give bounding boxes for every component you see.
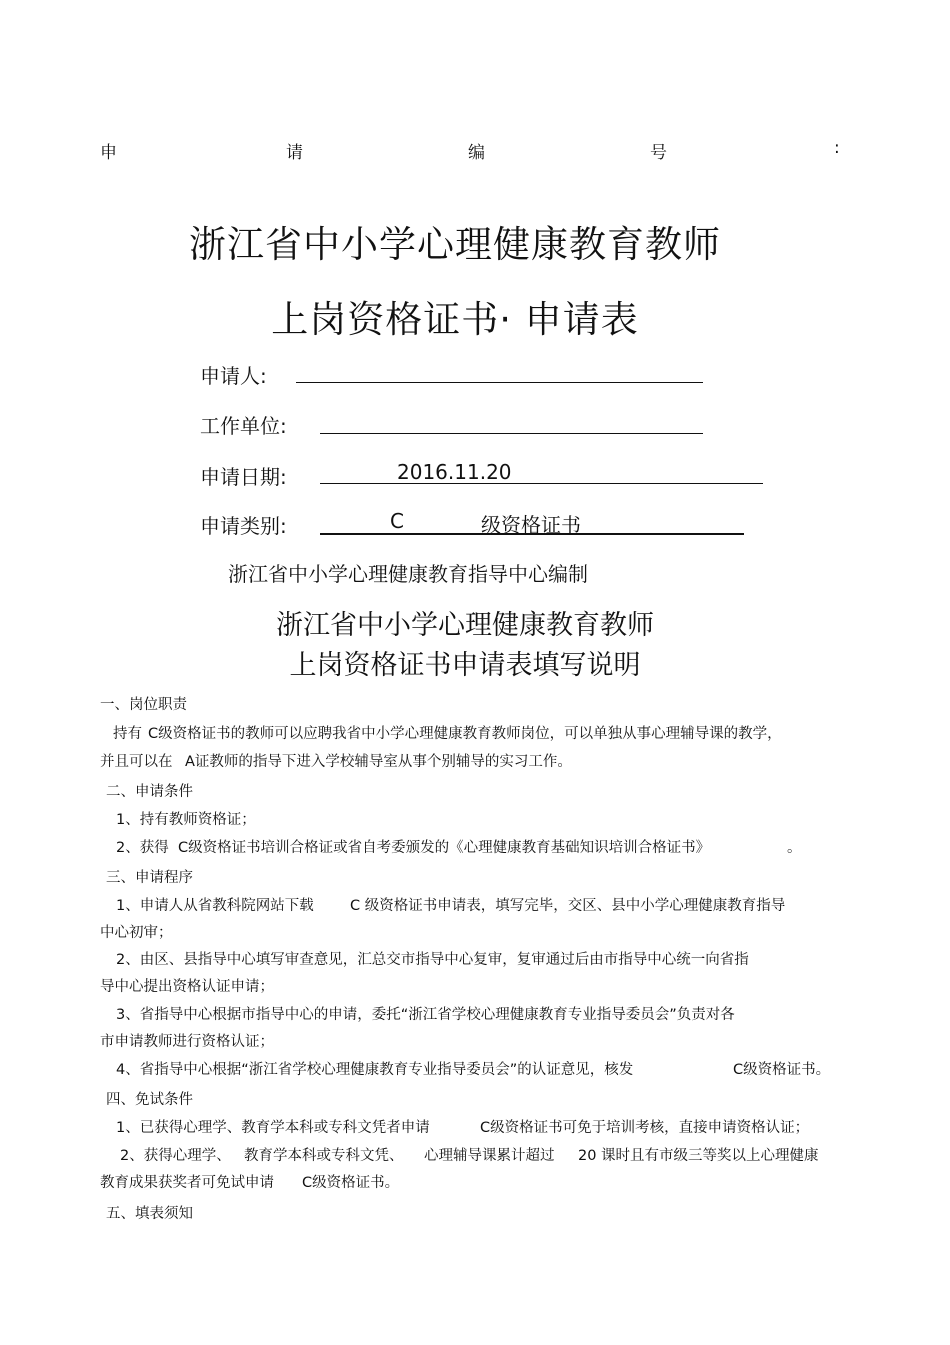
list-item: 导中心提出资格认证申请； xyxy=(100,979,274,995)
page-title-line2: 上岗资格证书· 申请表 xyxy=(271,298,639,341)
application-date-value: 2016.11.20 xyxy=(397,460,512,484)
work-unit-field[interactable] xyxy=(320,433,703,434)
list-item: C级资格证书。 xyxy=(733,1062,831,1078)
list-item: 市申请教师进行资格认证； xyxy=(100,1034,274,1050)
section-heading: 二、申请条件 xyxy=(106,784,193,800)
paragraph-text: A证教师的指导下进入学校辅导室从事个别辅导的实习工作。 xyxy=(185,754,572,770)
list-item: 2、由区、县指导中心填写审查意见，汇总交市指导中心复审，复审通过后由市指导中心统一向省指 xyxy=(116,952,749,968)
paragraph-text: 持有 xyxy=(113,726,142,742)
applicant-field[interactable] xyxy=(296,382,703,383)
list-item: 心理辅导课累计超过 xyxy=(424,1148,555,1164)
list-item: C级资格证书可免于培训考核，直接申请资格认证； xyxy=(480,1120,810,1136)
section-heading: 三、申请程序 xyxy=(106,870,193,886)
application-number-char: 申 xyxy=(100,143,117,163)
list-item: 教育成果获奖者可免试申请 xyxy=(100,1175,274,1191)
application-category-letter: C xyxy=(390,509,404,533)
list-item: C级资格证书培训合格证或省自考委颁发的《心理健康教育基础知识培训合格证书》 xyxy=(178,840,711,856)
application-category-label: 申请类别: xyxy=(200,514,287,538)
list-item: 。 xyxy=(787,840,802,856)
compiler-line: 浙江省中小学心理健康教育指导中心编制 xyxy=(228,562,588,586)
list-item: 中心初审； xyxy=(100,925,173,941)
application-number-char: 编 xyxy=(468,143,485,163)
instructions-title-line2: 上岗资格证书申请表填写说明 xyxy=(289,650,641,681)
list-item: 教育学本科或专科文凭、 xyxy=(244,1148,404,1164)
application-number-char: 请 xyxy=(286,143,303,163)
instructions-title-line1: 浙江省中小学心理健康教育教师 xyxy=(276,610,654,641)
list-item: 3、省指导中心根据市指导中心的申请，委托“浙江省学校心理健康教育专业指导委员会”负责对各 xyxy=(116,1007,735,1023)
page-title-line1: 浙江省中小学心理健康教育教师 xyxy=(189,223,721,266)
list-item: 2、获得 xyxy=(116,840,169,856)
paragraph-text: 并且可以在 xyxy=(100,754,173,770)
list-item: 1、申请人从省教科院网站下载 xyxy=(116,898,314,914)
paragraph-text: C级资格证书的教师可以应聘我省中小学心理健康教育教师岗位，可以单独从事心理辅导课的教学， xyxy=(148,726,782,742)
application-number-row xyxy=(100,138,842,163)
application-date-label: 申请日期: xyxy=(200,465,287,489)
list-item: 1、已获得心理学、教育学本科或专科文凭者申请 xyxy=(116,1120,430,1136)
list-item: 1、持有教师资格证； xyxy=(116,812,256,828)
work-unit-label: 工作单位: xyxy=(200,414,287,438)
application-number-char: : xyxy=(834,138,840,158)
application-category-text: 级资格证书 xyxy=(481,513,581,537)
list-item: C 级资格证书申请表，填写完毕，交区、县中小学心理健康教育指导 xyxy=(350,898,786,914)
application-date-field[interactable] xyxy=(320,483,763,484)
application-number-char: 号 xyxy=(650,143,667,163)
list-item: 4、省指导中心根据“浙江省学校心理健康教育专业指导委员会”的认证意见，核发 xyxy=(116,1062,634,1078)
applicant-label: 申请人: xyxy=(200,364,267,388)
list-item: 20 课时且有市级三等奖以上心理健康 xyxy=(578,1148,819,1164)
list-item: C级资格证书。 xyxy=(302,1175,400,1191)
section-heading: 一、岗位职责 xyxy=(100,697,187,713)
section-heading: 四、免试条件 xyxy=(106,1092,193,1108)
list-item: 2、获得心理学、 xyxy=(120,1148,231,1164)
section-heading: 五、填表须知 xyxy=(106,1206,193,1222)
